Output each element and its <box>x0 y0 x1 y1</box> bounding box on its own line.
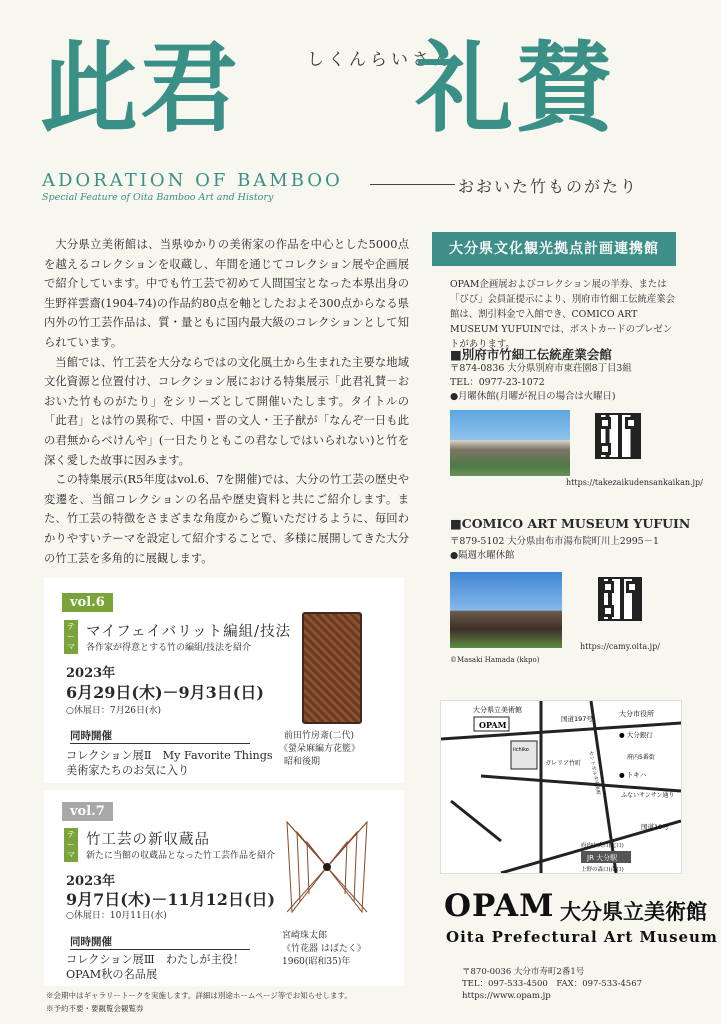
map-route197: 国道197号 <box>561 715 593 723</box>
vol6-title: マイフェイバリット編組/技法 <box>86 624 292 640</box>
footnote-2: ※予約不要・要観覧会観覧券 <box>46 1004 144 1013</box>
partner-description: OPAM企画展およびコレクション展の半券、または「びび」会員証提示により、別府市竹細工伝統産業会館は、割引料金で入館でき、COMICO ART MUSEUM YUFUINでは、ポストカードのプレゼントがあります。 <box>450 279 676 350</box>
title-kanji-2: 礼賛 <box>415 31 616 146</box>
venue1-closed: ●月曜休館(月曜が祝日の場合は火曜日) <box>450 391 616 402</box>
subtitle-line <box>370 184 455 185</box>
vol7-subtitle: 新たに当館の収蔵品となった竹工芸作品を紹介 <box>86 851 276 861</box>
vol6-dates: 6月29日(木)－9月3日(日) <box>66 683 264 702</box>
vol6-caption-2: 《螢朵麻編方花籃》 <box>279 744 361 754</box>
map-chuo: セントポルタ中央町 <box>587 750 601 796</box>
venue1-photo <box>450 410 570 476</box>
title-ruby: しくんらいさん <box>307 50 454 70</box>
map-route10: 国道10号 <box>641 823 669 831</box>
intro-paragraph-2: 当館では、竹工芸を大分ならではの文化風土から生まれた主要な地域文化資源と位置付け、コレクション展における特集展示「此君礼賛－おおいた竹ものがたり」をシリーズとして開催いたします。タイトルの「此君」とは竹の異称で、中国・晋の文人・王子猷が「なんぞ一日も此の君無からべけんや」(一日たりともこの君なしではいられない)と竹を深く愛した故事に因みます。 <box>44 355 409 467</box>
venue2-qr-icon <box>598 577 642 621</box>
map-garia: ガレリア竹町 <box>545 760 582 767</box>
vol6-concurrent-line1: コレクション展Ⅱ My Favorite Things <box>66 749 273 762</box>
venue2-credit: ©Masaki Hamada (kkpo) <box>450 656 540 664</box>
intro-text <box>44 235 409 568</box>
map-tokiwa: ● トキハ <box>619 771 647 779</box>
map-fuji: 府内5番街 <box>627 754 655 761</box>
intro-paragraph-1: 大分県立美術館は、当県ゆかりの美術家の作品を中心とした5000点を越えるコレクションを収蔵し、年間を通じてコレクション展や企画展で紹介しています。中でも竹工芸で初めて人間国宝となった本県出身の生野祥雲齋(1904-74)の作品約80点を軸としたおよそ300点からなる県内外の竹工芸作品は、質・量ともに国内最大級のコレクションとして知られています。 <box>44 238 409 349</box>
vol7-dates: 9月7日(木)－11月12日(日) <box>66 890 276 909</box>
access-map <box>440 700 682 874</box>
vol7-theme-tag: テーマ <box>64 828 78 862</box>
venue2-photo <box>450 572 562 648</box>
vol7-caption-3: 1960(昭和35)年 <box>282 957 351 967</box>
venue1-tel: TEL：0977-23-1072 <box>450 377 545 388</box>
footnote-1: ※会期中はギャラリートークを実施します。詳細は別途ホームページ等でお知らせします。 <box>46 991 352 1000</box>
title-english: ADORATION OF BAMBOO <box>42 170 343 191</box>
vol7-caption-1: 宮崎珠太郎 <box>282 931 328 941</box>
vol6-caption-1: 前田竹房斎(二代) <box>284 731 355 741</box>
vol6-subtitle: 各作家が得意とする竹の編組/技法を紹介 <box>86 643 252 653</box>
vol7-badge: vol.7 <box>62 802 113 821</box>
partner-heading: 大分県文化観光拠点計画連携館 <box>432 232 676 266</box>
museum-address: 〒870-0036 大分市寿町2番1号 <box>462 967 585 977</box>
venue1-url[interactable]: https://takezaikudensankaikan.jp/ <box>566 478 703 487</box>
museum-logo: OPAM <box>444 888 555 924</box>
vol7-concurrent-label: 同時開催 <box>70 934 250 950</box>
map-sansan: ふないサンサン通り <box>621 792 675 799</box>
map-south: 上野の森口(南口) <box>581 867 624 873</box>
vol6-concurrent-label: 同時開催 <box>70 728 250 744</box>
map-opam-label: OPAM <box>479 720 507 730</box>
vol7-closed: ○休展日：10月11日(水) <box>66 911 167 921</box>
vol7-concurrent-line2: OPAM秋の名品展 <box>66 968 158 981</box>
museum-name-en: Oita Prefectural Art Museum <box>446 928 718 946</box>
vol6-concurrent-line2: 美術家たちのお気に入り <box>66 764 190 777</box>
vol6-caption-3: 昭和後期 <box>284 757 321 767</box>
vol7-caption-2: 《竹花器 はばたく》 <box>282 944 366 954</box>
map-museum-label: 大分県立美術館 <box>473 706 522 714</box>
map-iichiko: iichiko <box>513 747 529 753</box>
vol7-artwork-image <box>282 812 372 922</box>
vol6-closed: ○休展日：7月26日(水) <box>66 706 162 716</box>
vol6-theme-tag: テーマ <box>64 620 78 654</box>
vol6-year: 2023年 <box>66 666 116 681</box>
museum-name-ja: 大分県立美術館 <box>560 899 707 924</box>
vol7-concurrent-line1: コレクション展Ⅲ わたしが主役！ <box>66 953 245 966</box>
map-north: 府内中央口(北口) <box>581 843 624 849</box>
venue2-name: ■COMICO ART MUSEUM YUFUIN <box>450 516 691 531</box>
venue1-name: ■別府市竹細工伝統産業会館 <box>450 347 612 362</box>
intro-paragraph-3: この特集展示(R5年度はvol.6、7を開催)では、大分の竹工芸の歴史や変遷を、当館コレクションの名品や歴史資料と共にご紹介します。また、竹工芸の特徴をさまざまな角度からご覧いただけるように、毎回わかりやすいテーマを設定して紹介することで、多様に展開してきた大分の竹工芸を多角的に展観します。 <box>44 473 409 565</box>
map-city-hall: 大分市役所 <box>619 710 654 718</box>
venue2-address: 〒879-5102 大分県由布市湯布院町川上2995－1 <box>450 536 659 547</box>
title-english-sub: Special Feature of Oita Bamboo Art and History <box>42 192 274 203</box>
map-bank: ● 大分銀行 <box>619 731 653 739</box>
venue2-closed: ●隔週水曜休館 <box>450 550 515 561</box>
museum-contact: TEL：097-533-4500 FAX：097-533-4567 <box>462 979 643 989</box>
vol6-badge: vol.6 <box>62 593 113 612</box>
venue2-url[interactable]: https://camy.oita.jp/ <box>580 642 660 651</box>
map-jr: JR 大分駅 <box>587 854 618 862</box>
venue1-qr-icon <box>595 413 641 459</box>
venue1-address: 〒874-0836 大分県別府市東荘園8丁目3組 <box>450 363 632 374</box>
museum-url[interactable]: https://www.opam.jp <box>462 991 551 1001</box>
vol7-title: 竹工芸の新収蔵品 <box>86 832 210 848</box>
subtitle: おおいた竹ものがたり <box>458 177 639 196</box>
vol7-year: 2023年 <box>66 874 116 889</box>
title-kanji-1: 此君 <box>40 31 241 146</box>
vol6-artwork-image <box>302 612 362 724</box>
